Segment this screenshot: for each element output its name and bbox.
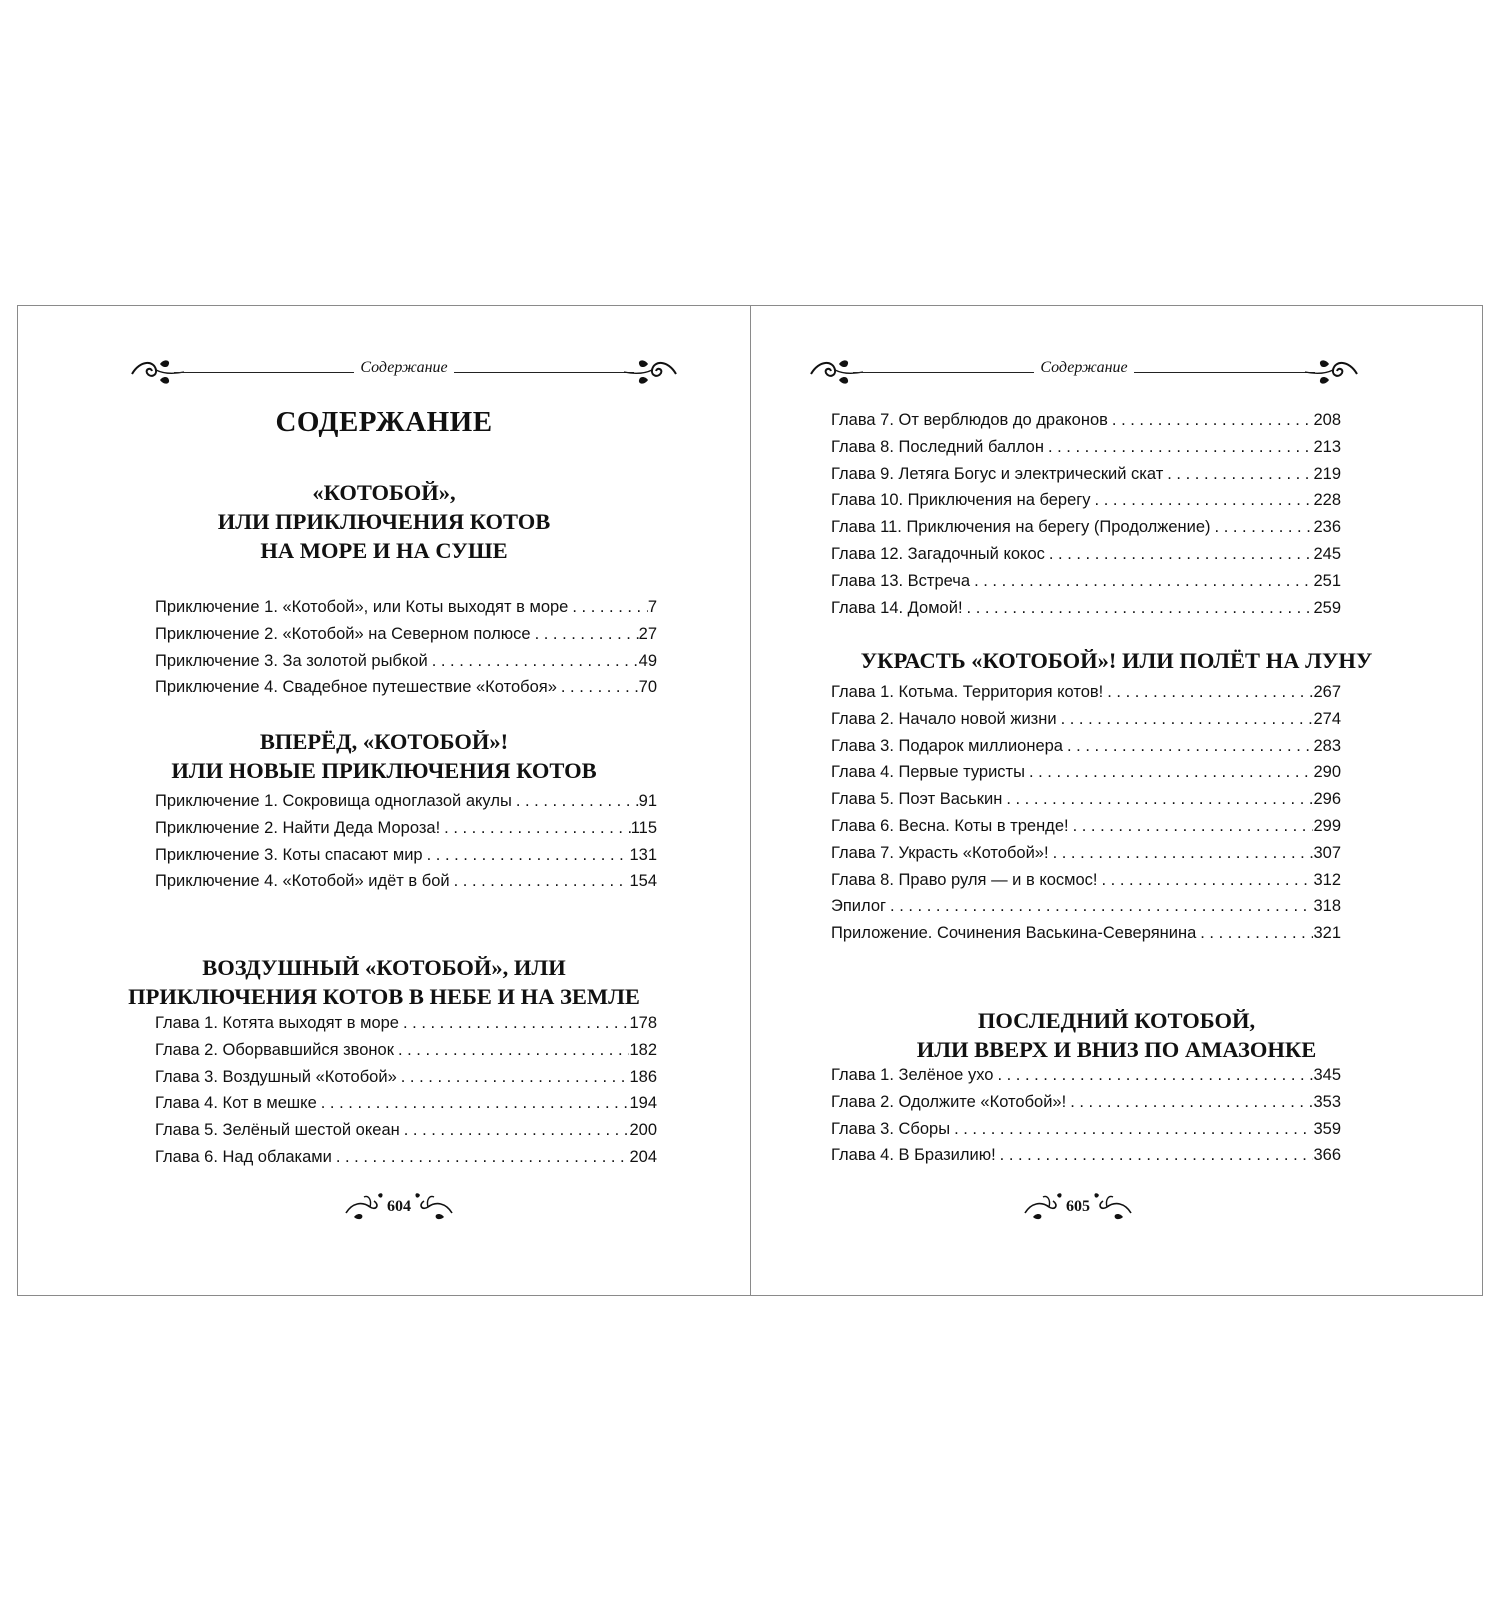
- toc-entry[interactable]: Глава 4. Кот в мешке . . . 194: [155, 1094, 657, 1121]
- toc-entry[interactable]: Приключение 3. Коты спасают мир . . . 131: [155, 846, 657, 873]
- toc-list: [155, 792, 657, 899]
- toc-entry[interactable]: Глава 4. В Бразилию! . . . 366: [831, 1146, 1341, 1173]
- toc-entry[interactable]: Эпилог . . . 318: [831, 897, 1341, 924]
- section-title-line: ИЛИ НОВЫЕ ПРИКЛЮЧЕНИЯ КОТОВ: [171, 758, 597, 783]
- toc-entry[interactable]: Приключение 1. Сокровища одноглазой акулы . . . 91: [155, 792, 657, 819]
- section-title-line: ИЛИ ПРИКЛЮЧЕНИЯ КОТОВ: [217, 509, 551, 534]
- right-page: [751, 306, 1482, 1295]
- toc-entry[interactable]: Глава 1. Котьма. Территория котов! . . . 267: [831, 683, 1341, 710]
- toc-entry[interactable]: Глава 12. Загадочный кокос . . . 245: [831, 545, 1341, 572]
- section-title-line: ИЛИ ВВЕРХ И ВНИЗ ПО АМАЗОНКЕ: [916, 1037, 1317, 1062]
- toc-entry[interactable]: Глава 9. Летяга Богус и электрический скат . . . 219: [831, 465, 1341, 492]
- toc-entry[interactable]: Глава 8. Право руля — и в космос! . . . 312: [831, 871, 1341, 898]
- toc-entry[interactable]: Приключение 1. «Котобой», или Коты выходят в море . . . 7: [155, 598, 657, 625]
- section-title: [751, 646, 1482, 675]
- toc-entry[interactable]: Глава 6. Над облаками . . . 204: [155, 1148, 657, 1175]
- toc-list-continued: [831, 411, 1341, 625]
- toc-entry[interactable]: Глава 3. Подарок миллионера . . . 283: [831, 737, 1341, 764]
- toc-entry[interactable]: Приключение 3. За золотой рыбкой . . . 49: [155, 652, 657, 679]
- toc-list: [155, 598, 657, 705]
- toc-entry[interactable]: Глава 2. Одолжите «Котобой»! . . . 353: [831, 1093, 1341, 1120]
- toc-entry[interactable]: Глава 1. Котята выходят в море . . . 178: [155, 1014, 657, 1041]
- running-head-text: Содержание: [1034, 359, 1133, 376]
- toc-entry[interactable]: Приложение. Сочинения Васькина-Северянина . . . 321: [831, 924, 1341, 951]
- toc-entry[interactable]: Глава 7. Украсть «Котобой»! . . . 307: [831, 844, 1341, 871]
- toc-entry[interactable]: Глава 4. Первые туристы . . . 290: [831, 763, 1341, 790]
- left-page: [18, 306, 750, 1295]
- toc-entry[interactable]: Глава 3. Воздушный «Котобой» . . . 186: [155, 1068, 657, 1095]
- toc-list: [831, 683, 1341, 951]
- section-title-line: ПРИКЛЮЧЕНИЯ КОТОВ В НЕБЕ И НА ЗЕМЛЕ: [128, 984, 640, 1009]
- toc-entry[interactable]: Глава 5. Поэт Васькин . . . 296: [831, 790, 1341, 817]
- toc-entry[interactable]: Приключение 4. «Котобой» идёт в бой . . . 154: [155, 872, 657, 899]
- running-head: [130, 356, 678, 386]
- section-title: [18, 727, 750, 785]
- toc-entry[interactable]: Глава 13. Встреча . . . 251: [831, 572, 1341, 599]
- toc-list: [831, 1066, 1341, 1173]
- toc-entry[interactable]: Приключение 4. Свадебное путешествие «Котобоя» . . . 70: [155, 678, 657, 705]
- toc-entry[interactable]: Приключение 2. Найти Деда Мороза! . . . 115: [155, 819, 657, 846]
- book-spread: [17, 305, 1483, 1296]
- toc-entry[interactable]: Глава 7. От верблюдов до драконов . . . 208: [831, 411, 1341, 438]
- toc-entry[interactable]: Глава 10. Приключения на берегу . . . 228: [831, 491, 1341, 518]
- toc-entry[interactable]: Глава 1. Зелёное ухо . . . 345: [831, 1066, 1341, 1093]
- section-title-line: ПОСЛЕДНИЙ КОТОБОЙ,: [977, 1008, 1256, 1033]
- section-title-line: ВПЕРЁД, «КОТОБОЙ»!: [259, 729, 509, 754]
- section-title-line: «КОТОБОЙ»,: [312, 480, 456, 505]
- page-number: [1023, 1191, 1133, 1225]
- toc-entry[interactable]: Приключение 2. «Котобой» на Северном полюсе . . . 27: [155, 625, 657, 652]
- section-title: [18, 478, 750, 565]
- section-title-line: ВОЗДУШНЫЙ «КОТОБОЙ», ИЛИ: [202, 955, 566, 980]
- toc-entry[interactable]: Глава 11. Приключения на берегу (Продолжение) . . . 236: [831, 518, 1341, 545]
- toc-entry[interactable]: Глава 2. Начало новой жизни . . . 274: [831, 710, 1341, 737]
- toc-entry[interactable]: Глава 6. Весна. Коты в тренде! . . . 299: [831, 817, 1341, 844]
- page-number: [344, 1191, 454, 1225]
- toc-entry[interactable]: Глава 14. Домой! . . . 259: [831, 599, 1341, 626]
- page-number-text: 604: [387, 1198, 411, 1215]
- running-head: [809, 356, 1359, 386]
- toc-entry[interactable]: Глава 3. Сборы . . . 359: [831, 1120, 1341, 1147]
- toc-entry[interactable]: Глава 2. Оборвавшийся звонок . . . 182: [155, 1041, 657, 1068]
- section-title-line: НА МОРЕ И НА СУШЕ: [260, 538, 508, 563]
- running-head-text: Содержание: [354, 359, 453, 376]
- section-title: [18, 953, 750, 1011]
- toc-entry[interactable]: Глава 5. Зелёный шестой океан . . . 200: [155, 1121, 657, 1148]
- toc-list: [155, 1014, 657, 1175]
- page-number-text: 605: [1066, 1198, 1090, 1215]
- page-title: СОДЕРЖАНИЕ: [275, 406, 493, 438]
- section-title-line: УКРАСТЬ «КОТОБОЙ»! ИЛИ ПОЛЁТ НА ЛУНУ: [860, 648, 1373, 673]
- toc-entry[interactable]: Глава 8. Последний баллон . . . 213: [831, 438, 1341, 465]
- section-title: [751, 1006, 1482, 1064]
